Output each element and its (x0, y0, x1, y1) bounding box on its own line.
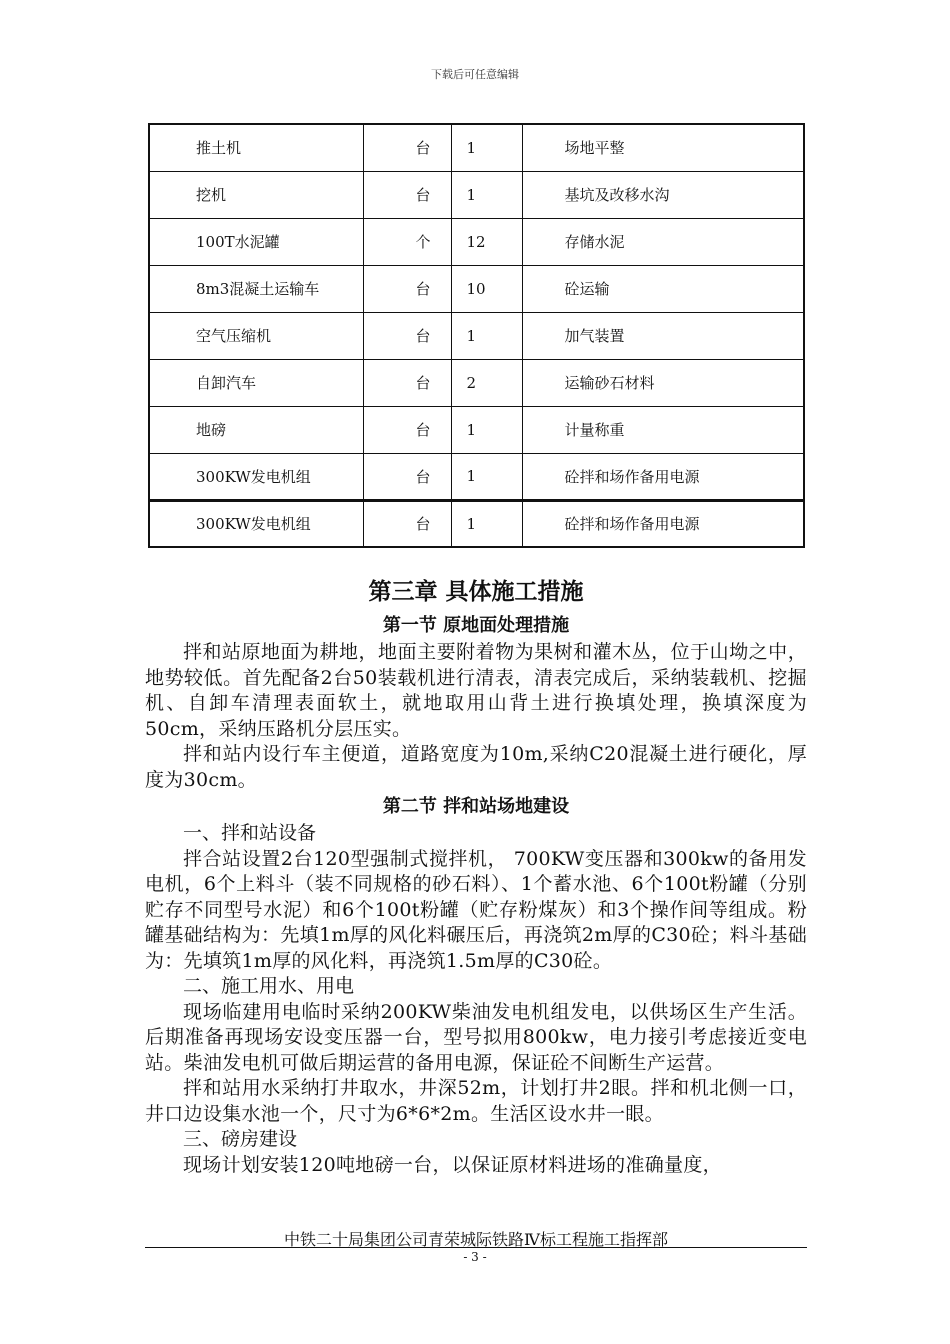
equipment-name-cell: 8m3混凝土运输车 (149, 265, 363, 312)
section2-paragraph-3: 拌和站用水采纳打井取水，井深52m，计划打井2眼。拌和机北侧一口，井口边设集水池一个，尺寸为6*6*2m。生活区设水井一眼。 (145, 1077, 807, 1125)
section2-paragraph-2: 现场临建用电临时采纳200KW柴油发电机组发电，以供场区生产生活。后期准备再现场安设变压器一台，型号拟用800kw，电力接引考虑接近变电站。柴油发电机可做后期运营的备用电源，保证砼不间断生产运营。 (145, 1000, 807, 1074)
equipment-name-cell: 挖机 (149, 171, 363, 218)
equipment-name-cell: 自卸汽车 (149, 359, 363, 406)
quantity-cell: 1 (451, 500, 522, 547)
section2-paragraph-1: 拌合站设置2台120型强制式搅拌机， 700KW变压器和300kw的备用发电机，6个上料斗（装不同规格的砂石料）、1个蓄水池、6个100t粉罐（分别贮存不同型号水泥）和6个100t粉罐（贮存粉煤灰）和3个操作间等组成。粉罐基础结构为：先填1m厚的风化料碾压后，再浇筑2m厚的C30砼；料斗基础为：先填筑1m厚的风化料，再浇筑1.5m厚的C30砼。 (145, 847, 807, 972)
table-row (149, 124, 804, 171)
purpose-cell: 场地平整 (522, 124, 804, 171)
purpose-cell: 砼运输 (522, 265, 804, 312)
section2-paragraph-4: 现场计划安装120吨地磅一台，以保证原材料进场的准确量度， (183, 1153, 722, 1176)
quantity-cell: 1 (451, 124, 522, 171)
table-row (149, 218, 804, 265)
unit-cell: 台 (363, 500, 451, 547)
section1-title: 第一节 原地面处理措施 (382, 615, 570, 636)
quantity-cell: 1 (451, 312, 522, 359)
footer-divider (145, 1247, 807, 1248)
section2-subheading-1: 一、拌和站设备 (183, 822, 317, 844)
purpose-cell: 计量称重 (522, 406, 804, 453)
quantity-cell: 12 (451, 218, 522, 265)
equipment-name-cell: 300KW发电机组 (149, 500, 363, 547)
table-row (149, 406, 804, 453)
unit-cell: 台 (363, 265, 451, 312)
purpose-cell: 加气装置 (522, 312, 804, 359)
unit-cell: 台 (363, 359, 451, 406)
quantity-cell: 1 (451, 453, 522, 500)
equipment-name-cell: 300KW发电机组 (149, 453, 363, 500)
quantity-cell: 1 (451, 171, 522, 218)
purpose-cell: 存储水泥 (522, 218, 804, 265)
section2-subheading-2: 二、施工用水、用电 (183, 975, 355, 997)
table-row (149, 500, 804, 547)
section2-subheading-3: 三、磅房建设 (183, 1128, 298, 1150)
quantity-cell: 1 (451, 406, 522, 453)
unit-cell: 台 (363, 171, 451, 218)
table-row (149, 171, 804, 218)
purpose-cell: 砼拌和场作备用电源 (522, 453, 804, 500)
purpose-cell: 基坑及改移水沟 (522, 171, 804, 218)
main-content (145, 572, 807, 1178)
section2-title: 第二节 拌和站场地建设 (382, 796, 570, 817)
purpose-cell: 砼拌和场作备用电源 (522, 500, 804, 547)
unit-cell: 台 (363, 312, 451, 359)
purpose-cell: 运输砂石材料 (522, 359, 804, 406)
quantity-cell: 10 (451, 265, 522, 312)
table-row (149, 265, 804, 312)
equipment-name-cell: 地磅 (149, 406, 363, 453)
unit-cell: 台 (363, 406, 451, 453)
footer-title: 中铁二十局集团公司青荣城际铁路Ⅳ标工程施工指挥部 (284, 1230, 668, 1249)
unit-cell: 个 (363, 218, 451, 265)
table-row (149, 453, 804, 500)
header-watermark: 下载后可任意编辑 (431, 68, 519, 81)
section1-paragraph-1: 拌和站原地面为耕地，地面主要附着物为果树和灌木丛，位于山坳之中，地势较低。首先配备2台50装载机进行清表，清表完成后，采纳装载机、挖掘机、自卸车清理表面软土，就地取用山背土进行换填处理，换填深度为50cm，采纳压路机分层压实。 (145, 641, 807, 740)
table-row (149, 312, 804, 359)
equipment-name-cell: 空气压缩机 (149, 312, 363, 359)
table-row (149, 359, 804, 406)
quantity-cell: 2 (451, 359, 522, 406)
unit-cell: 台 (363, 124, 451, 171)
equipment-name-cell: 100T水泥罐 (149, 218, 363, 265)
equipment-table (148, 123, 805, 548)
page-number: - 3 - (463, 1250, 487, 1264)
equipment-name-cell: 推土机 (149, 124, 363, 171)
chapter-title: 第三章 具体施工措施 (368, 579, 584, 605)
unit-cell: 台 (363, 453, 451, 500)
section1-paragraph-2: 拌和站内设行车主便道，道路宽度为10m,采纳C20混凝土进行硬化，厚度为30cm。 (145, 743, 807, 791)
